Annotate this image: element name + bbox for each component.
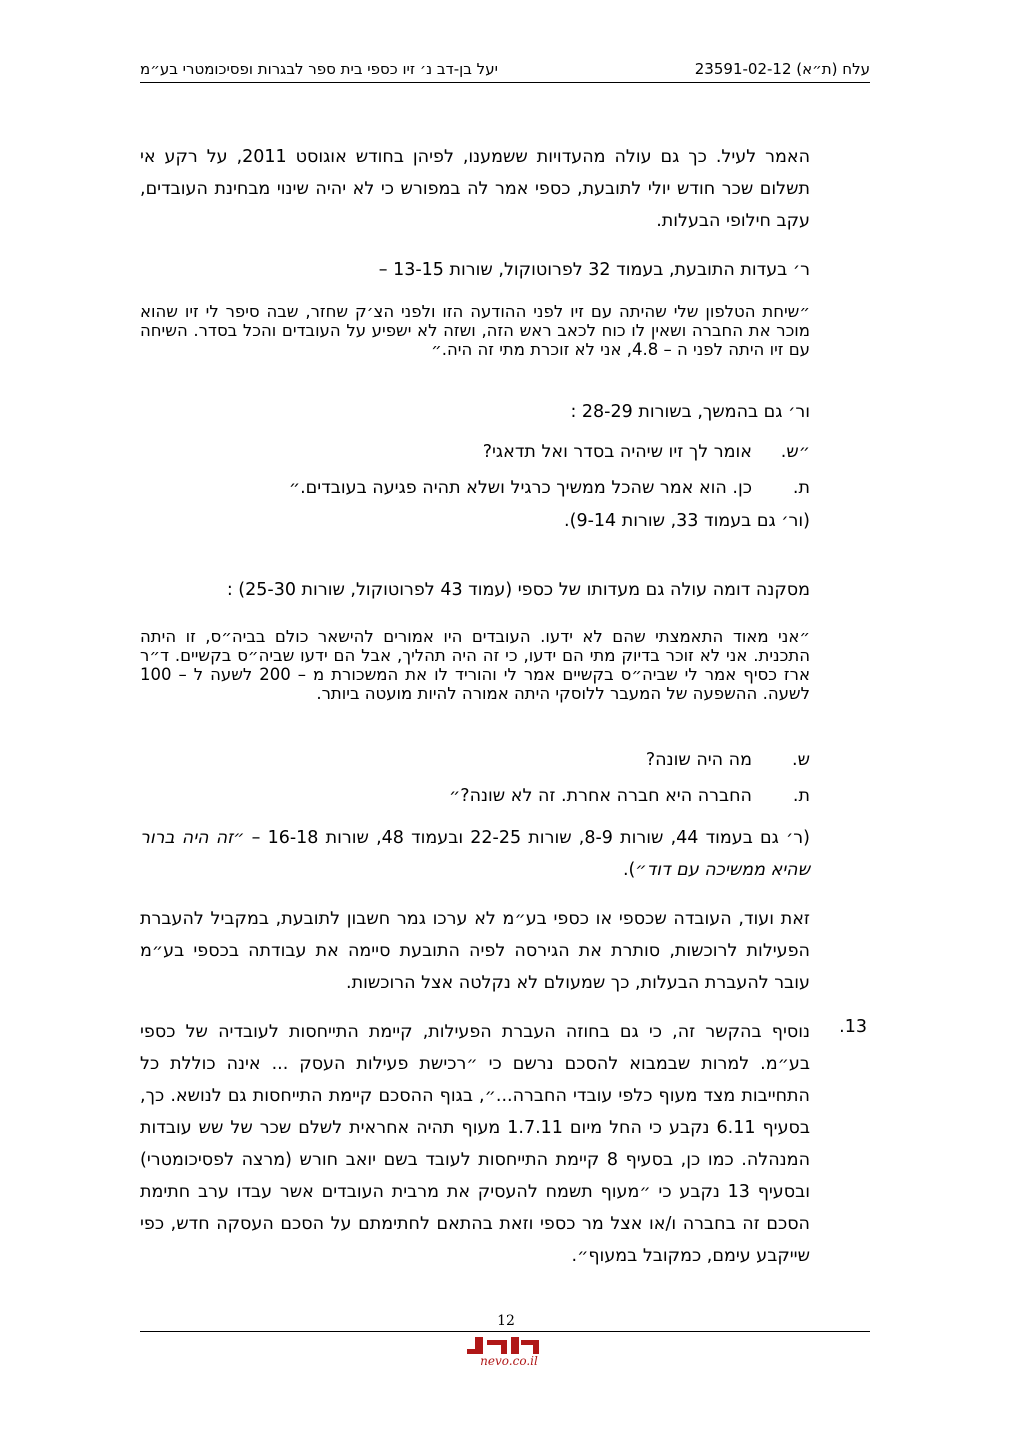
page-number: 12 [497, 1313, 515, 1329]
page-header [140, 58, 870, 83]
header-case-title: יעל בן-דב נ׳ זיו כספי בית ספר לבגרות ופסיכומטרי בע״מ [140, 60, 498, 78]
dialog-line-question [646, 748, 810, 772]
paragraph-13: נוסיף בהקשר זה, כי גם בחוזה העברת הפעילות, קיימת התייחסות לעובדיה של כספי בע״מ. למרות שבמבוא להסכם נרשם כי ״רכישת פעילות העסק ... אינה כוללת כל התחייבות מצד מעוף כלפי עובדי החברה...״, בגוף ההסכם קיימת התייחסות גם לנושא. כך, בסעיף 6.11 נקבע כי החל מיום 1.7.11 מעוף תהיה אחראית לשלם שכר של שש עובדות המנהלה. כמו כן, בסעיף 8 קיימת התייחסות לעובד בשם יואב חורש (מרצה לפסיכומטרי) ובסעיף 13 נקבע כי ״מעוף תשמח להעסיק את מרבית העובדים אשר עבדו ערב חתימת הסכם זה בחברה ו/או אצל מר כספי וזאת בהתאם לחתימתם על הסכם העסקה חדש, כפי שייקבע עימם, כמקובל במעוף״. [140, 1022, 810, 1266]
header-case-number: עלח (ת״א) 23591-02-12 [694, 60, 870, 78]
reference-plaintiff-testimony: ר׳ בעדות התובעת, בעמוד 32 לפרוטוקול, שורות 13-15 – [378, 260, 810, 280]
dialog-label: ש. [792, 750, 810, 770]
dialog-text: החברה היא חברה אחרת. זה לא שונה?״ [449, 786, 752, 806]
item-number: 13. [839, 1017, 867, 1037]
dialog-text: אומר לך זיו שיהיה בסדר ואל תדאגי? [482, 442, 752, 462]
quote-plaintiff: ״שיחת הטלפון שלי שהיתה עם זיו לפני ההודעה הזו ולפני הצ׳ק שחזר, שבה סיפר לי זיו שהוא מוכר את החברה ושאין לו כוח לכאב ראש הזה, ושזה לא ישפיע על העובדים והכל בסדר. השיחה עם זיו היתה לפני ה – 4.8, אני לא זוכרת מתי זה היה.״ [140, 302, 810, 359]
svg-text:nevo.co.il: nevo.co.il [480, 1354, 538, 1368]
dialog-text: מה היה שונה? [645, 750, 752, 770]
reference-continuation: ור׳ גם בהמשך, בשורות 28-29 : [570, 402, 810, 422]
quote-kaspi: ״אני מאוד התאמצתי שהם לא ידעו. העובדים היו אמורים להישאר כולם בביה״ס, זו היתה התכנית. אני לא זוכר בדיוק מתי הם ידעו, כי זה היה תהליך, אבל הם ידעו שביה״ס בקשיים. ד״ר ארז כסיף אמר לי שביה״ס בקשיים אמר לי והוריד לו את המשכורת מ – 200 לשעה ל – 100 לשעה. ההשפעה של המעבר ללוסקי היתה אמורה להיות מועטה ביותר. [140, 627, 810, 703]
dialog-line-answer [449, 784, 810, 808]
dialog-label: ״ש. [780, 442, 810, 462]
dialog-text: כן. הוא אמר שהכל ממשיך כרגיל ושלא תהיה פגיעה בעובדים.״ [288, 478, 752, 498]
footer-divider [140, 1331, 870, 1332]
paragraph-intro: האמר לעיל. כך גם עולה מהעדויות ששמענו, לפיהן בחודש אוגוסט 2011, על רקע אי תשלום שכר חודש יולי לתובעת, כספי אמר לה במפורש כי לא יהיה שינוי מבחינת העובדים, עקב חילופי הבעלות. [140, 147, 811, 231]
dialog-line-answer [289, 476, 810, 500]
reference-pages-44-48 [140, 822, 810, 886]
reference-italic-quote: ״זה היה ברור שהיא ממשיכה עם דוד״ [140, 828, 810, 880]
dialog-label: ת. [792, 478, 810, 498]
reference-end: ). [622, 860, 636, 880]
reference-text: (ר׳ גם בעמוד 44, שורות 8-9, שורות 22-25 ובעמוד 48, שורות 16-18 – [244, 828, 810, 848]
dialog-label: ת. [792, 786, 810, 806]
dialog-line-question [483, 440, 810, 464]
nevo-logo-mark [463, 1336, 553, 1368]
reference-page-33: (ור׳ גם בעמוד 33, שורות 9-14). [564, 511, 810, 531]
reference-kaspi-testimony: מסקנה דומה עולה גם מעדותו של כספי (עמוד 43 לפרוטוקול, שורות 25-30) : [226, 580, 810, 600]
nevo-logo [463, 1336, 553, 1368]
paragraph-final-accounting: זאת ועוד, העובדה שכספי או כספי בע״מ לא ערכו גמר חשבון לתובעת, במקביל להעברת הפעילות לרוכשות, סותרת את הגירסה לפיה התובעת סיימה את עבודתה בכספי בע״מ עובר להעברת הבעלות, כך שמעולם לא נקלטה אצל הרוכשות. [140, 909, 810, 993]
